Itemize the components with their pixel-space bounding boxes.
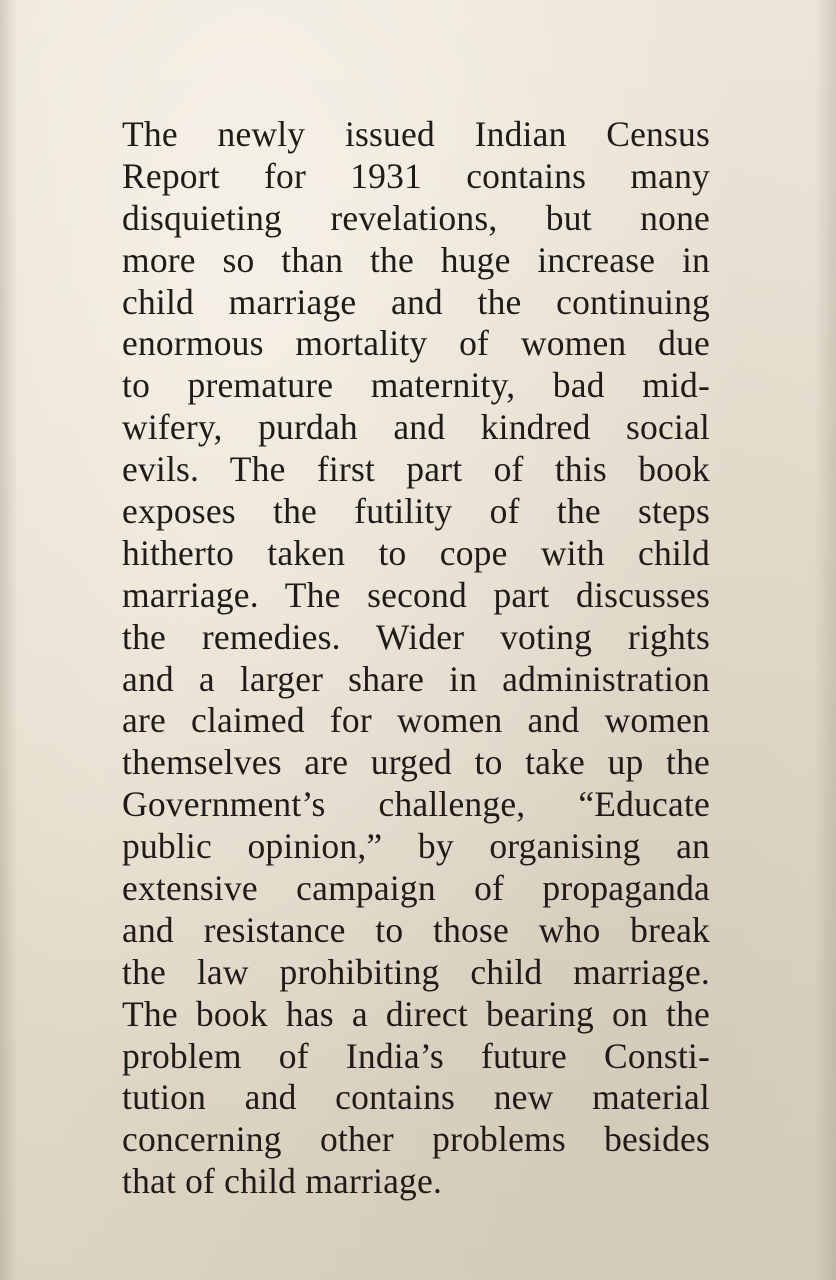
text-line: Government’s challenge, “Educate — [122, 784, 710, 825]
text-line: the law prohibiting child marriage. — [122, 951, 710, 992]
page-edge-shadow-right — [814, 0, 836, 1280]
text-line: are claimed for women and women — [122, 700, 710, 741]
text-line: public opinion,” by organising an — [122, 826, 710, 867]
text-line: child marriage and the continuing — [122, 281, 710, 322]
text-line: wifery, purdah and kindred social — [122, 407, 710, 448]
page-edge-shadow-left — [0, 0, 18, 1280]
text-line: hitherto taken to cope with child — [122, 532, 710, 573]
text-line: problem of India’s future Consti- — [122, 1035, 710, 1076]
text-line: to premature maternity, bad mid- — [122, 365, 710, 406]
text-line: more so than the huge increase in — [122, 239, 710, 280]
text-line: themselves are urged to take up the — [122, 742, 710, 783]
text-line: The newly issued Indian Census — [122, 114, 710, 154]
text-line: enormous mortality of women due — [122, 323, 710, 364]
text-line: extensive campaign of propaganda — [122, 868, 710, 909]
blurb-paragraph — [122, 114, 710, 1203]
text-line: The book has a direct bearing on the — [122, 993, 710, 1034]
text-line: Report for 1931 contains many — [122, 155, 710, 196]
text-line: evils. The first part of this book — [122, 449, 710, 490]
text-line: and resistance to those who break — [122, 909, 710, 950]
text-line: concerning other problems besides — [122, 1119, 710, 1160]
text-line: marriage. The second part discusses — [122, 574, 710, 615]
text-line: exposes the futility of the steps — [122, 491, 710, 532]
text-line: and a larger share in administration — [122, 658, 710, 699]
text-line: tution and contains new material — [122, 1077, 710, 1118]
text-line: the remedies. Wider voting rights — [122, 616, 710, 657]
text-line: disquieting revelations, but none — [122, 197, 710, 238]
text-line: that of child marriage. — [122, 1161, 443, 1202]
